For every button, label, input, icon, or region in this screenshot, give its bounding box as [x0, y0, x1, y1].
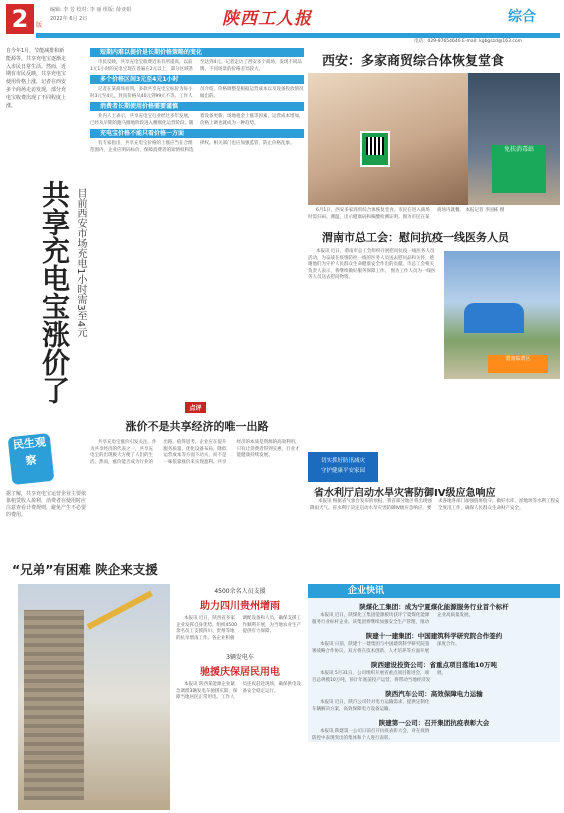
- xian-photos: [308, 73, 560, 205]
- news-item: 陕煤化工集团：成为宁夏煤化能源服务行业首个标杆 本报讯 近日，陕煤化工集团能源板块获评宁夏煤化能源服务行业标杆企业。该集团将继续加强安全生产管理，推动企业高质量发展。: [312, 603, 509, 625]
- commentary-text: 共享充电宝涨价引发关注。作为共享经济的代表之一，共享充电宝的出现极大方便了人们的生活。然而，涨价能否成为行业的出路，值得思考。企业应在提升服务质量、优化设备布局、降低运营成本等方面下功夫，而不是一味依靠涨价来实现盈利。共享经济的本质是资源的高效利用，只有让消费者得到实惠，行业才能健康持续发展。: [90, 440, 300, 465]
- news-item: 陕西建设投资公司：省重点项目落地10万吨 本报讯 5月31日，公司组织开展省重点项目推进会，项目总规模10万吨，预计年底前投产运营，将带动当地经济发展。: [312, 661, 498, 683]
- masthead: 陕西工人报: [222, 9, 312, 29]
- paragraph-3: 业内人士表示，共享充电宝行业经过多年发展，已经从早期的跑马圈地阶段进入精细化运营阶段。随着设备更新、场地租金上涨等因素，运营成本增加，价格上调也就成为一种趋势。: [90, 114, 304, 126]
- page-label: 版: [36, 22, 43, 29]
- weinan-photo: [444, 251, 560, 379]
- news-item: 陕建第一公司：召开集团抗疫表彰大会 本报讯 陕建第一公司日前召开抗疫表彰大会，对在疫情防控中表现突出的集体和个人进行表彰。: [312, 719, 490, 741]
- qr-code-icon: [360, 131, 390, 167]
- subhead-2: 多个价格区间3元至4元1小时: [90, 75, 304, 84]
- building: [24, 610, 84, 800]
- page-number: 2: [6, 4, 34, 34]
- water-body: 本报讯 根据省气象台发布的预报，我省部分地区将出现强降雨天气。省水利厅决定启动水旱灾害防御IV级应急响应，要求各地各部门加强值班值守，做好水库、淤地坝等水利工程安全度汛工作，确保人民群众生命财产安全。: [310, 499, 560, 511]
- phone-screen: 免扶消毒站: [492, 145, 546, 193]
- section-label: 综合: [508, 9, 536, 25]
- middle-column: [90, 46, 304, 396]
- paragraph-2: 记者在某商场看到，多款共享充电宝标价为每小时3元至4元，封顶价格从40元到99元不等。工作人员介绍，价格调整是根据运营成本以及设备投放情况做出的。: [90, 87, 304, 99]
- contact-line: 电话：029-87654646 E-mail: kgbgszd@163.com: [414, 39, 522, 44]
- enterprise-news: [308, 584, 560, 747]
- story-text: 本报讯 近日，陕西省多家企业发挥自身优势，组织4500余名员工支援四川、贵州等地的抗旱增雨工作。各企业积极调配设备和人员，确保支援工作顺利开展，为当地农业生产提供有力保障。: [176, 616, 301, 641]
- live-badge: 民生观察: [8, 433, 55, 485]
- main-headline: 共享充电宝涨价了: [38, 180, 71, 404]
- subhead-4: 充电宝价格不能只看价格一方面: [90, 129, 304, 138]
- subhead-3: 消费者长期使用价格需要谨慎: [90, 102, 304, 111]
- paragraph-1: 市民反映，共享充电宝收费近来有所提高，以前1元1小时的充电宝现在普遍在2元以上，部分区域甚至达到4元。记者走访了西安多个商场，发现不同品牌、不同场景的价格差异较大。: [90, 60, 302, 72]
- commentary-label: 点评: [185, 402, 205, 413]
- xian-caption: 6月1日，西安多家商贸综合体恢复堂食。市民在进入商场时需扫码、测温，出示健康码和核酸检测证明。图为市民在某商场内就餐。 本报记者 李国栋 摄: [308, 208, 505, 220]
- live-text: 据了解，共享充电宝运营企业主要依靠租赁收入盈利，消费者在使用时应注意查看计费规则，避免产生不必要的费用。: [6, 491, 87, 518]
- date-line: 2022年 6月 2日: [50, 16, 88, 22]
- tent: [464, 303, 524, 333]
- commentary-title: 涨价不是共享经济的唯一出路: [125, 420, 269, 433]
- news-item: 陕西汽车公司：高效保障电力运输 本报讯 近日，陕汽公司针对电力运输需求，提供定制化车辆解决方案，高效保障电力设备运输。: [312, 690, 483, 712]
- story2-tag: 3辆发电车: [226, 654, 254, 661]
- meta-line: 编辑: 李 芳 校对: 李 丽 组版: 薛亚娟: [50, 7, 132, 13]
- lower-headline: “兄弟”有困难 陕企来支援: [12, 562, 158, 577]
- intro-text: 自今年1月，节能减排和新能源等，共享充电宝逐渐走入市民日常生活。然而，近期有市民反映，共享充电宝使用价格上涨，记者在西安多个商场走访发现，部分充电宝收费出现了不同程度上涨。: [6, 48, 67, 109]
- crane-photo: [18, 584, 170, 810]
- commentary: [90, 402, 304, 582]
- story-head: 助力四川贵州增雨: [200, 601, 280, 612]
- story2-text: 本报讯 陕西某能源企业紧急调派3辆发电车驰援庆阳，保障当地居民正常用电。工作人员连夜赶赴现场，确保供电设备安全稳定运行。: [176, 682, 301, 700]
- weinan-text: 本报讯 近日，渭南市总工会组织开展慰问抗疫一线医务人员活动，为奋战在疫情防控一线的医务人员送去慰问品和关怀，感谢他们为守护人民群众生命健康安全作出的贡献。市总工会相关负责人表示，将继续做好服务保障工作。 图为工作人员为一线医务人员送去慰问物资。: [308, 249, 436, 280]
- enterprise-header: 企业快讯: [308, 584, 560, 598]
- photo-label: 渭南临渭区: [488, 355, 548, 373]
- weinan-body: [308, 249, 560, 377]
- flood-banner: 切实抓好防汛减灾 守护健康平安家园: [308, 452, 378, 482]
- story-tag: 4500余名人员支援: [214, 588, 266, 595]
- news-item: 陕建十一建集团：中国建筑科学研究院合作签约 本报讯 日前，陕建十一建集团与中国建筑科学研究院签署战略合作协议，双方将在技术创新、人才培养等方面开展深度合作。: [312, 632, 503, 654]
- xian-headline: 西安：多家商贸综合体恢复堂食: [322, 54, 505, 69]
- dining-photo: [308, 73, 468, 205]
- live-sidebar: [6, 435, 86, 555]
- enterprise-items: [308, 598, 560, 742]
- subhead-1: 短期内难以提价是长期价格策略的变化: [90, 48, 304, 57]
- page-header: [0, 0, 564, 44]
- main-subtitle: 目前西安市场充电1小时需3至4元: [75, 188, 86, 338]
- support-story: [176, 586, 304, 702]
- water-headline: 省水利厅启动水旱灾害防御IV级应急响应: [314, 488, 496, 499]
- xian-story: [308, 46, 560, 377]
- paragraph-4: 有专家指出，共享充电宝价格的上涨应当在合理范围内，企业应明码标价，保障消费者的知情权和选择权。相关部门也应加强监管，防止价格乱象。: [90, 141, 295, 153]
- commentary-header: [90, 402, 304, 413]
- weinan-headline: 渭南市总工会：慰问抗疫一线医务人员: [322, 231, 509, 244]
- crane-boom: [87, 591, 153, 630]
- story2-head: 驰援庆保居民用电: [200, 667, 280, 678]
